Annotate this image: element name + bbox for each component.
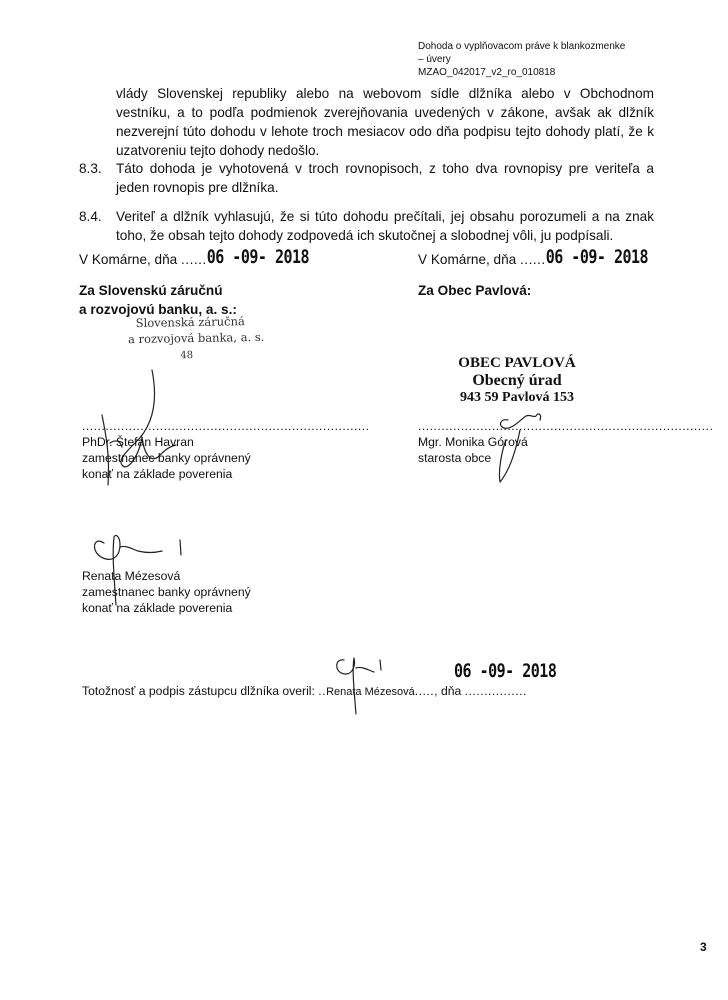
signer-havran-role1: zamestnanec banky oprávnený xyxy=(82,451,251,465)
clause-number-8-4: 8.4. xyxy=(79,209,102,224)
dotted-line: ..... xyxy=(414,684,435,698)
place-label-left: V Komárne, dňa xyxy=(79,252,178,267)
signature-line-gorova: ............................................................................ xyxy=(418,419,714,433)
bank-stamp xyxy=(128,313,265,365)
verification-date-wrap xyxy=(454,659,557,683)
signer-havran xyxy=(82,434,251,482)
dotted-line: ...... xyxy=(181,252,207,267)
dotted-line: ...... xyxy=(520,252,546,267)
document-header xyxy=(418,40,718,79)
verification-name: Renata Mézesová xyxy=(326,686,415,698)
clause-8-4-text: Veriteľ a dlžník vyhlasujú, že si túto dohodu prečítali, jej obsahu porozumeli a na znak toho, že obsah tejto dohody zodpovedá ich skutočnej a slobodnej vôli, ju podpísali. xyxy=(116,209,654,243)
signer-mezesova-name: Renata Mézesová xyxy=(82,569,181,583)
obec-heading: Za Obec Pavlová: xyxy=(418,283,532,298)
signer-gorova-name: Mgr. Monika Górová xyxy=(418,435,528,449)
signer-mezesova xyxy=(82,568,251,616)
signer-havran-role2: konať na základe poverenia xyxy=(82,467,233,481)
dotted-line: ................ xyxy=(464,684,527,698)
signer-mezesova-role1: zamestnanec banky oprávnený xyxy=(82,585,251,599)
signature-line-havran: .......................................................................... xyxy=(82,419,370,433)
bank-heading-line2: a rozvojovú banku, a. s.: xyxy=(79,302,237,317)
obec-stamp-line3: 943 59 Pavlová 153 xyxy=(460,390,574,405)
obec-stamp-line1: OBEC PAVLOVÁ xyxy=(458,355,576,371)
clause-8-3-text: Táto dohoda je vyhotovená v troch rovnopisoch, z toho dva rovnopisy pre veriteľa a jeden rovnopis pre dlžníka. xyxy=(116,161,654,195)
bank-stamp-line2: a rozvojová banka, a. s. xyxy=(127,329,265,347)
bank-stamp-line1: Slovenská záručná xyxy=(135,314,245,331)
signer-mezesova-role2: konať na základe poverenia xyxy=(82,601,233,615)
place-date-left xyxy=(79,245,310,268)
signer-havran-name: PhDr. Štefan Havran xyxy=(82,435,194,449)
dotted-line: .. xyxy=(318,684,327,698)
continuation-paragraph: vlády Slovenskej republiky alebo na webovom sídle dlžníka alebo v Obchodnom vestníku, a to podľa podmienok zverejňovania uvedených v zákone, avšak ak dlžník nezverejní túto dohodu v lehote troch mesiacov odo dňa podpisu tejto dohody platí, že k uzatvoreniu tejto dohody nedošlo. xyxy=(116,86,654,158)
place-date-right xyxy=(418,245,649,268)
verification-line xyxy=(82,684,527,698)
signer-gorova xyxy=(418,434,528,466)
signer-gorova-role: starosta obce xyxy=(418,451,492,465)
date-stamp-right: 06 -09- 2018 xyxy=(545,245,649,268)
header-subtitle: – úvery xyxy=(418,54,451,65)
clause-number-8-3: 8.3. xyxy=(79,161,102,176)
header-doc-code: MZAO_042017_v2_ro_010818 xyxy=(418,67,556,78)
header-title: Dohoda o vyplňovacom práve k blankozmenke xyxy=(418,41,626,52)
verification-text: Totožnosť a podpis zástupcu dlžníka overil: xyxy=(82,684,315,698)
bank-heading-line1: Za Slovenskú záručnú xyxy=(79,283,223,298)
place-label-right: V Komárne, dňa xyxy=(418,252,517,267)
verification-date-stamp: 06 -09- 2018 xyxy=(454,659,557,682)
bank-stamp-number: 48 xyxy=(180,350,194,362)
verification-dna: , dňa xyxy=(434,684,462,698)
obec-stamp-line2: Obecný úrad xyxy=(472,372,562,389)
date-stamp-left: 06 -09- 2018 xyxy=(206,245,310,268)
page-number: 3 xyxy=(700,940,707,954)
